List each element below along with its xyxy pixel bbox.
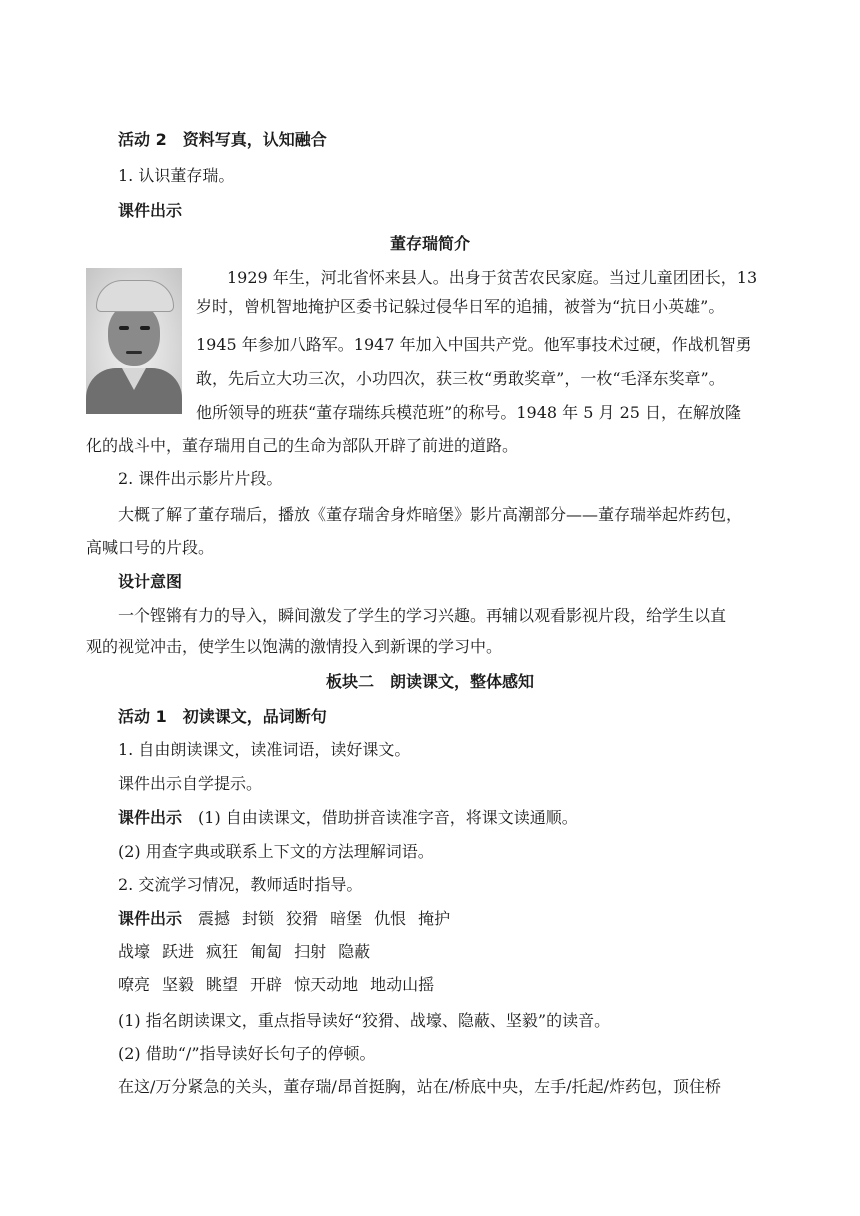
vocab-word: 震撼 — [198, 909, 231, 928]
guide-line-2: (2) 借助“/”指导读好长句子的停顿。 — [118, 1044, 376, 1063]
vocab-word: 暗堡 — [330, 909, 363, 928]
vocab-word: 开辟 — [250, 975, 283, 994]
vocab-word: 匍匐 — [250, 942, 283, 961]
vocab-row-1 — [118, 909, 450, 929]
courseware-label: 课件出示 — [118, 808, 183, 827]
bio-line-3: 1945 年参加八路军。1947 年加入中国共产党。他军事技术过硬，作战机智勇 — [196, 335, 752, 354]
block-2-title: 板块二 朗读课文，整体感知 — [325, 672, 534, 691]
step-1b-text: 1. 自由朗读课文，读准词语，读好课文。 — [118, 740, 411, 759]
hint-text-1: (1) 自由读课文，借助拼音读准字音，将课文读通顺。 — [198, 808, 578, 827]
courseware-label: 课件出示 — [118, 909, 183, 928]
paragraph-line-1: 大概了解了董存瑞后，播放《董存瑞舍身炸暗堡》影片高潮部分——董存瑞举起炸药包， — [118, 505, 743, 524]
bio-line-6: 化的战斗中，董存瑞用自己的生命为部队开辟了前进的道路。 — [86, 436, 519, 455]
vocab-word: 地动山摇 — [370, 975, 435, 994]
activity-1-title: 活动 1 初读课文，品词断句 — [118, 707, 327, 726]
vocab-word: 眺望 — [206, 975, 239, 994]
design-intent-title: 设计意图 — [118, 572, 183, 591]
paragraph-line-2: 高喊口号的片段。 — [86, 538, 215, 557]
guide-line-1: (1) 指名朗读课文，重点指导读好“狡猾、战壕、隐蔽、坚毅”的读音。 — [118, 1011, 611, 1030]
portrait-photo — [86, 268, 182, 414]
vocab-word: 坚毅 — [162, 975, 195, 994]
self-study-hint: 课件出示自学提示。 — [118, 774, 263, 793]
vocab-word: 嘹亮 — [118, 975, 151, 994]
vocab-word: 隐蔽 — [338, 942, 371, 961]
vocab-word: 狡猾 — [286, 909, 319, 928]
vocab-word: 封锁 — [242, 909, 275, 928]
vocab-row-3 — [118, 975, 434, 995]
hint-line-1 — [118, 808, 578, 828]
vocab-word: 仇恨 — [374, 909, 407, 928]
vocab-word: 疯狂 — [206, 942, 239, 961]
example-sentence: 在这/万分紧急的关头，董存瑞/昂首挺胸，站在/桥底中央，左手/托起/炸药包，顶住桥 — [118, 1077, 721, 1096]
vocab-word: 掩护 — [418, 909, 451, 928]
step-2-text: 2. 课件出示影片片段。 — [118, 469, 283, 488]
step-1-text: 1. 认识董存瑞。 — [118, 166, 235, 185]
vocab-word: 战壕 — [118, 942, 151, 961]
vocab-word: 扫射 — [294, 942, 327, 961]
vocab-word: 跃进 — [162, 942, 195, 961]
design-line-2: 观的视觉冲击，使学生以饱满的激情投入到新课的学习中。 — [86, 637, 503, 656]
vocab-row-2 — [118, 942, 370, 962]
bio-line-1: 1929 年生，河北省怀来县人。出身于贫苦农民家庭。当过儿童团团长，13 — [227, 268, 758, 287]
bio-line-5: 他所领导的班获“董存瑞练兵模范班”的称号。1948 年 5 月 25 日，在解放隆 — [196, 403, 742, 422]
vocab-word: 惊天动地 — [294, 975, 359, 994]
step-2b-text: 2. 交流学习情况，教师适时指导。 — [118, 875, 363, 894]
hint-line-2: (2) 用查字典或联系上下文的方法理解词语。 — [118, 842, 434, 861]
intro-title: 董存瑞简介 — [389, 234, 470, 253]
bio-line-2: 岁时，曾机智地掩护区委书记躲过侵华日军的追捕，被誉为“抗日小英雄”。 — [196, 297, 725, 316]
design-line-1: 一个铿锵有力的导入，瞬间激发了学生的学习兴趣。再辅以观看影视片段，给学生以直 — [118, 606, 727, 625]
activity-2-title: 活动 2 资料写真，认知融合 — [118, 130, 327, 149]
courseware-label: 课件出示 — [118, 201, 183, 220]
bio-line-4: 敢，先后立大功三次，小功四次，获三枚“勇敢奖章”，一枚“毛泽东奖章”。 — [196, 369, 725, 388]
